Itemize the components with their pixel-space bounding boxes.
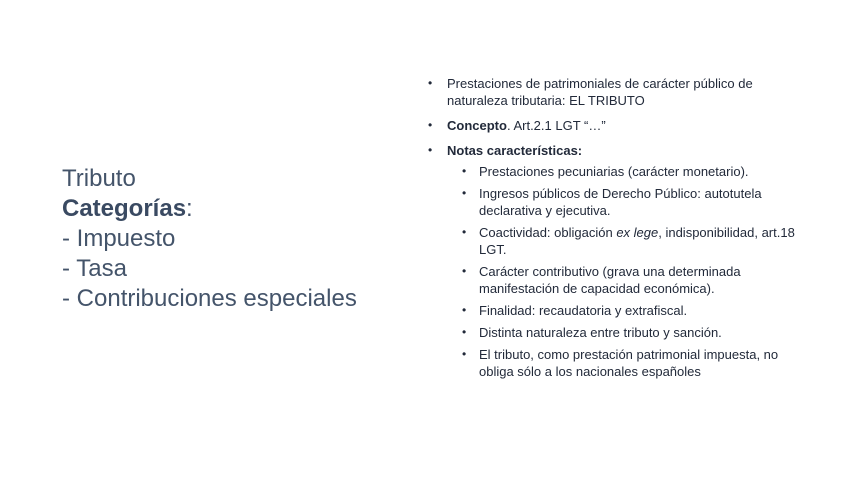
bullet-list xyxy=(428,75,808,380)
right-panel xyxy=(428,75,808,388)
sub-bullet-coactividad xyxy=(428,224,808,258)
category-item-impuesto: - Impuesto xyxy=(62,225,176,252)
bullet-notas xyxy=(428,142,808,380)
categories-colon: : xyxy=(186,195,193,222)
concepto-text: . Art.2.1 LGT “…” xyxy=(506,118,606,133)
sub-bullet-ingresos: • Ingresos públicos de Derecho Público: autotutela declarativa y ejecutiva. xyxy=(428,185,808,219)
bullet-prestaciones: • Prestaciones de patrimoniales de carácter público de naturaleza tributaria: EL TRIBUTO xyxy=(428,75,808,109)
sub-bullet-contributivo: • Carácter contributivo (grava una determinada manifestación de capacidad económica). xyxy=(428,263,808,297)
bullet-concepto xyxy=(428,117,808,134)
left-panel xyxy=(62,164,402,314)
sub-bullet-list xyxy=(447,163,808,380)
category-item-contribuciones: - Contribuciones especiales xyxy=(62,285,357,312)
concepto-label: Concepto xyxy=(447,118,507,133)
slide-title: Tributo xyxy=(62,165,136,192)
category-item-tasa: - Tasa xyxy=(62,255,127,282)
categories-label: Categorías xyxy=(62,195,187,222)
sub-bullet-tributo: • El tributo, como prestación patrimonial impuesta, no obliga sólo a los nacionales españoles xyxy=(428,346,808,380)
categories-heading xyxy=(62,194,402,224)
coactividad-a: Coactividad: obligación xyxy=(479,225,617,240)
sub-bullet-pecuniarias: • Prestaciones pecuniarias (carácter monetario). xyxy=(428,163,808,180)
coactividad-b: , indisponibilidad, art.18 LGT. xyxy=(479,225,795,257)
coactividad-italic: ex lege xyxy=(616,225,659,240)
sub-bullet-naturaleza: • Distinta naturaleza entre tributo y sanción. xyxy=(428,324,808,341)
notas-label: Notas características: xyxy=(447,143,583,158)
sub-bullet-finalidad: • Finalidad: recaudatoria y extrafiscal. xyxy=(428,302,808,319)
